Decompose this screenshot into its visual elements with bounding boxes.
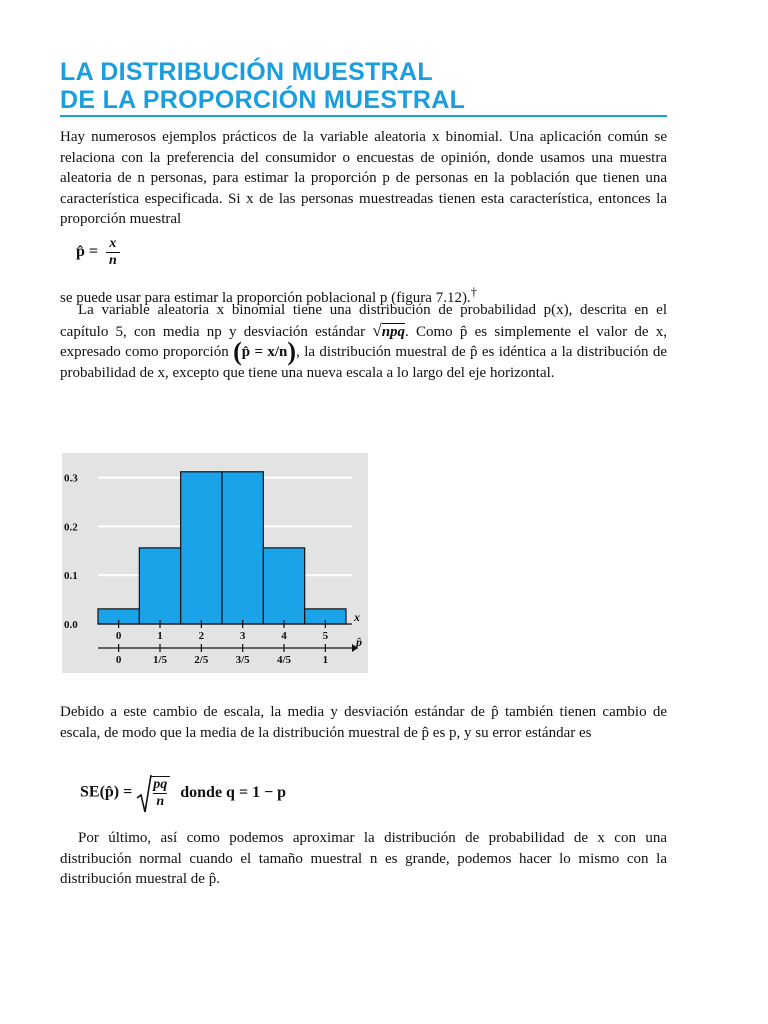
paren-expression: (p̂ = x/n) [233, 337, 297, 366]
equation-se-lhs: SE(p̂) = [80, 783, 133, 801]
x-tick-label: 1 [157, 630, 163, 642]
histogram-bar [139, 548, 180, 624]
sqrt-npq-radicand: npq [381, 323, 406, 340]
secondary-axis-label: p̂ [356, 635, 362, 649]
paragraph-3-text-c: , la distribución muestral de p̂ es idéntica a la distribución de probabilidad de x, excepto que tiene una nueva escala a lo largo del eje horizontal. [60, 344, 667, 381]
y-tick-label: 0.1 [64, 570, 78, 583]
y-tick-label: 0.2 [64, 521, 78, 534]
se-fraction [150, 776, 170, 810]
binomial-histogram [62, 453, 368, 673]
x-axis-label: x [354, 610, 360, 624]
histogram-bar [181, 472, 222, 624]
fraction [106, 236, 120, 269]
x-tick-label: 3 [239, 630, 246, 642]
equation-standard-error [80, 776, 286, 810]
paragraph-3-text-a: La variable aleatoria x binomial tiene una distribución de probabilidad p(x), descrita en el capítulo 5, con media np y desviación estándar [60, 302, 667, 340]
equation-sample-proportion [76, 236, 120, 269]
secondary-tick-label: 4/5 [276, 654, 292, 666]
fraction-numerator: x [109, 236, 117, 251]
se-numerator: pq [153, 777, 168, 792]
paragraph-5: Por último, así como podemos aproximar la distribución de probabilidad de x con una distribución normal cuando el tamaño muestral n es grande, podemos hacer lo mismo con la distribución muestral de p̂. [60, 830, 667, 887]
equation-se-rhs: donde q = 1 − p [180, 783, 287, 801]
fraction-denominator: n [106, 252, 120, 269]
sqrt-npq: √npq [372, 320, 406, 340]
paragraph-3-text-b: . Como p̂ es simplemente el valor de x, expresado como proporción [60, 323, 667, 360]
paragraph-3 [60, 300, 667, 383]
secondary-tick-label: 1 [322, 654, 329, 666]
histogram-bar [263, 548, 304, 624]
y-tick-label: 0.0 [64, 619, 78, 631]
x-tick-label: 4 [281, 630, 287, 642]
section-title-line-1: LA DISTRIBUCIÓN MUESTRAL [60, 58, 433, 86]
paragraph-1: Hay numerosos ejemplos prácticos de la variable aleatoria x binomial. Una aplicación común se relaciona con la preferencia del consumidor o encuestas de opinión, donde usamos una muestra aleatoria de n personas, para estimar la proporción p de personas en la población que tienen una característica especificada. Si x de las personas muestreadas tienen esta característica, entonces la proporción muestral [60, 129, 667, 227]
x-tick-label: 2 [198, 630, 205, 642]
paren-expression-text: p̂ = x/n [241, 344, 288, 360]
title-rule [60, 115, 667, 117]
secondary-tick-label: 1/5 [152, 654, 168, 666]
sqrt-sign [136, 776, 170, 810]
histogram-bar [222, 472, 263, 624]
section-title [60, 58, 666, 114]
histogram-svg [62, 453, 368, 673]
footnote-marker: † [470, 285, 477, 299]
page-header [60, 58, 666, 114]
secondary-tick-label: 3/5 [235, 654, 250, 666]
x-tick-label: 0 [115, 630, 122, 642]
radical-icon [136, 774, 152, 814]
se-denominator: n [153, 793, 167, 810]
x-tick-label: 5 [322, 630, 329, 642]
paragraph-2-text: se puede usar para estimar la proporción poblacional p (figura 7.12). [60, 290, 471, 306]
paragraph-4: Debido a este cambio de escala, la media y desviación estándar de p̂ también tienen cambio de escala, de modo que la media de la distribución muestral de p̂ es p, y su error estándar es [60, 704, 667, 741]
y-tick-label: 0.3 [64, 472, 78, 485]
secondary-tick-label: 0 [115, 654, 122, 666]
secondary-tick-label: 2/5 [194, 654, 209, 666]
section-title-line-2: DE LA PROPORCIÓN MUESTRAL [60, 86, 466, 114]
equation-lhs: p̂ = [76, 243, 99, 261]
